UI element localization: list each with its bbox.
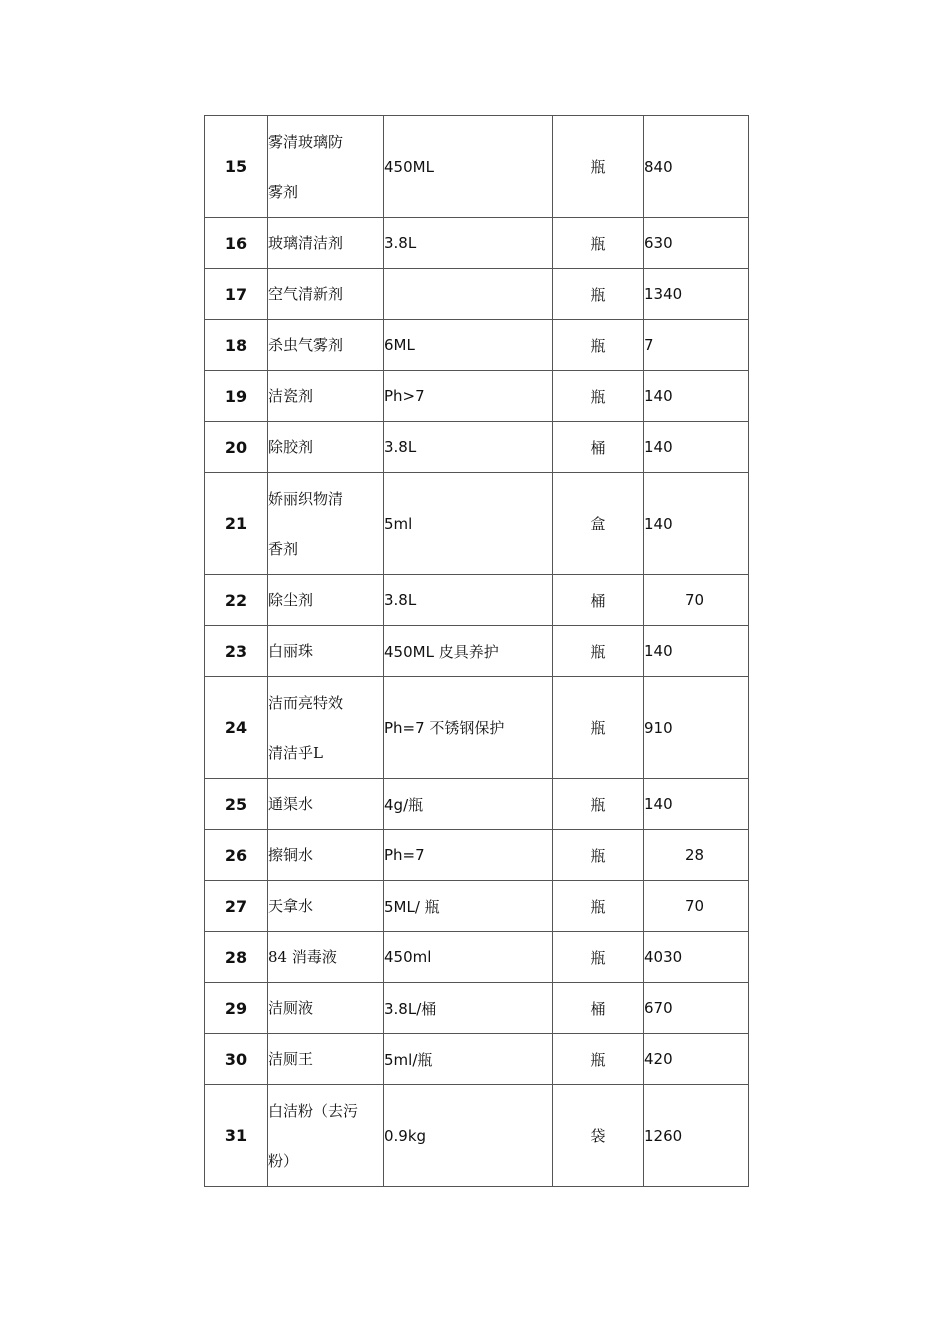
product-qty: 910 xyxy=(644,677,749,779)
product-name: 娇丽织物清香剂 xyxy=(268,473,384,575)
table-row xyxy=(205,575,749,626)
table-row xyxy=(205,371,749,422)
product-unit: 瓶 xyxy=(553,626,644,677)
row-number: 22 xyxy=(205,575,268,626)
table-row xyxy=(205,677,749,779)
product-spec: 450ml xyxy=(384,932,553,983)
product-qty: 140 xyxy=(644,473,749,575)
row-number: 17 xyxy=(205,269,268,320)
table-row xyxy=(205,626,749,677)
table-row xyxy=(205,218,749,269)
table-row xyxy=(205,422,749,473)
table-row xyxy=(205,116,749,218)
product-name: 洁瓷剂 xyxy=(268,371,384,422)
row-number: 15 xyxy=(205,116,268,218)
product-spec: Ph=7 xyxy=(384,830,553,881)
product-unit: 盒 xyxy=(553,473,644,575)
product-qty: 4030 xyxy=(644,932,749,983)
product-unit: 瓶 xyxy=(553,1034,644,1085)
product-unit: 瓶 xyxy=(553,320,644,371)
product-unit: 瓶 xyxy=(553,269,644,320)
product-unit: 瓶 xyxy=(553,830,644,881)
product-qty: 70 xyxy=(644,575,749,626)
table-row xyxy=(205,1034,749,1085)
product-qty: 670 xyxy=(644,983,749,1034)
product-name: 天拿水 xyxy=(268,881,384,932)
product-spec: 3.8L xyxy=(384,218,553,269)
product-spec: Ph=7 不锈钢保护 xyxy=(384,677,553,779)
product-qty: 840 xyxy=(644,116,749,218)
row-number: 23 xyxy=(205,626,268,677)
table-row xyxy=(205,830,749,881)
product-name: 白洁粉（去污粉） xyxy=(268,1085,384,1187)
row-number: 19 xyxy=(205,371,268,422)
product-unit: 桶 xyxy=(553,575,644,626)
table-row xyxy=(205,779,749,830)
product-qty: 630 xyxy=(644,218,749,269)
table-row xyxy=(205,320,749,371)
product-name: 除胶剂 xyxy=(268,422,384,473)
product-qty: 7 xyxy=(644,320,749,371)
product-name: 除尘剂 xyxy=(268,575,384,626)
product-name: 擦铜水 xyxy=(268,830,384,881)
row-number: 18 xyxy=(205,320,268,371)
product-spec: 5ML/ 瓶 xyxy=(384,881,553,932)
product-qty: 1340 xyxy=(644,269,749,320)
product-qty: 140 xyxy=(644,626,749,677)
product-unit: 瓶 xyxy=(553,779,644,830)
product-name: 白丽珠 xyxy=(268,626,384,677)
product-qty: 70 xyxy=(644,881,749,932)
row-number: 16 xyxy=(205,218,268,269)
product-unit: 瓶 xyxy=(553,116,644,218)
row-number: 28 xyxy=(205,932,268,983)
product-spec xyxy=(384,269,553,320)
product-name: 84 消毒液 xyxy=(268,932,384,983)
product-spec: Ph>7 xyxy=(384,371,553,422)
product-qty: 1260 xyxy=(644,1085,749,1187)
product-unit: 瓶 xyxy=(553,932,644,983)
product-name: 洁厕王 xyxy=(268,1034,384,1085)
product-spec: 4g/瓶 xyxy=(384,779,553,830)
product-spec: 0.9kg xyxy=(384,1085,553,1187)
row-number: 29 xyxy=(205,983,268,1034)
product-spec: 450ML 皮具养护 xyxy=(384,626,553,677)
row-number: 26 xyxy=(205,830,268,881)
product-unit: 瓶 xyxy=(553,677,644,779)
product-spec: 3.8L xyxy=(384,422,553,473)
product-qty: 28 xyxy=(644,830,749,881)
product-qty: 420 xyxy=(644,1034,749,1085)
table-row xyxy=(205,932,749,983)
product-spec: 3.8L xyxy=(384,575,553,626)
product-name: 空气清新剂 xyxy=(268,269,384,320)
product-name: 通渠水 xyxy=(268,779,384,830)
product-unit: 桶 xyxy=(553,983,644,1034)
row-number: 27 xyxy=(205,881,268,932)
product-name: 玻璃清洁剂 xyxy=(268,218,384,269)
row-number: 31 xyxy=(205,1085,268,1187)
product-qty: 140 xyxy=(644,422,749,473)
row-number: 25 xyxy=(205,779,268,830)
row-number: 24 xyxy=(205,677,268,779)
table-row xyxy=(205,1085,749,1187)
table-row xyxy=(205,269,749,320)
row-number: 30 xyxy=(205,1034,268,1085)
product-unit: 瓶 xyxy=(553,371,644,422)
product-unit: 瓶 xyxy=(553,881,644,932)
row-number: 20 xyxy=(205,422,268,473)
table-row xyxy=(205,881,749,932)
product-name: 杀虫气雾剂 xyxy=(268,320,384,371)
product-table xyxy=(204,115,749,1187)
table-row xyxy=(205,473,749,575)
product-name: 洁厕液 xyxy=(268,983,384,1034)
product-spec: 5ml xyxy=(384,473,553,575)
product-spec: 3.8L/桶 xyxy=(384,983,553,1034)
product-unit: 瓶 xyxy=(553,218,644,269)
product-name: 洁而亮特效清洁乎L xyxy=(268,677,384,779)
row-number: 21 xyxy=(205,473,268,575)
product-spec: 6ML xyxy=(384,320,553,371)
product-unit: 袋 xyxy=(553,1085,644,1187)
product-name: 雾清玻璃防雾剂 xyxy=(268,116,384,218)
product-unit: 桶 xyxy=(553,422,644,473)
product-qty: 140 xyxy=(644,779,749,830)
product-spec: 5ml/瓶 xyxy=(384,1034,553,1085)
table-row xyxy=(205,983,749,1034)
product-spec: 450ML xyxy=(384,116,553,218)
product-qty: 140 xyxy=(644,371,749,422)
